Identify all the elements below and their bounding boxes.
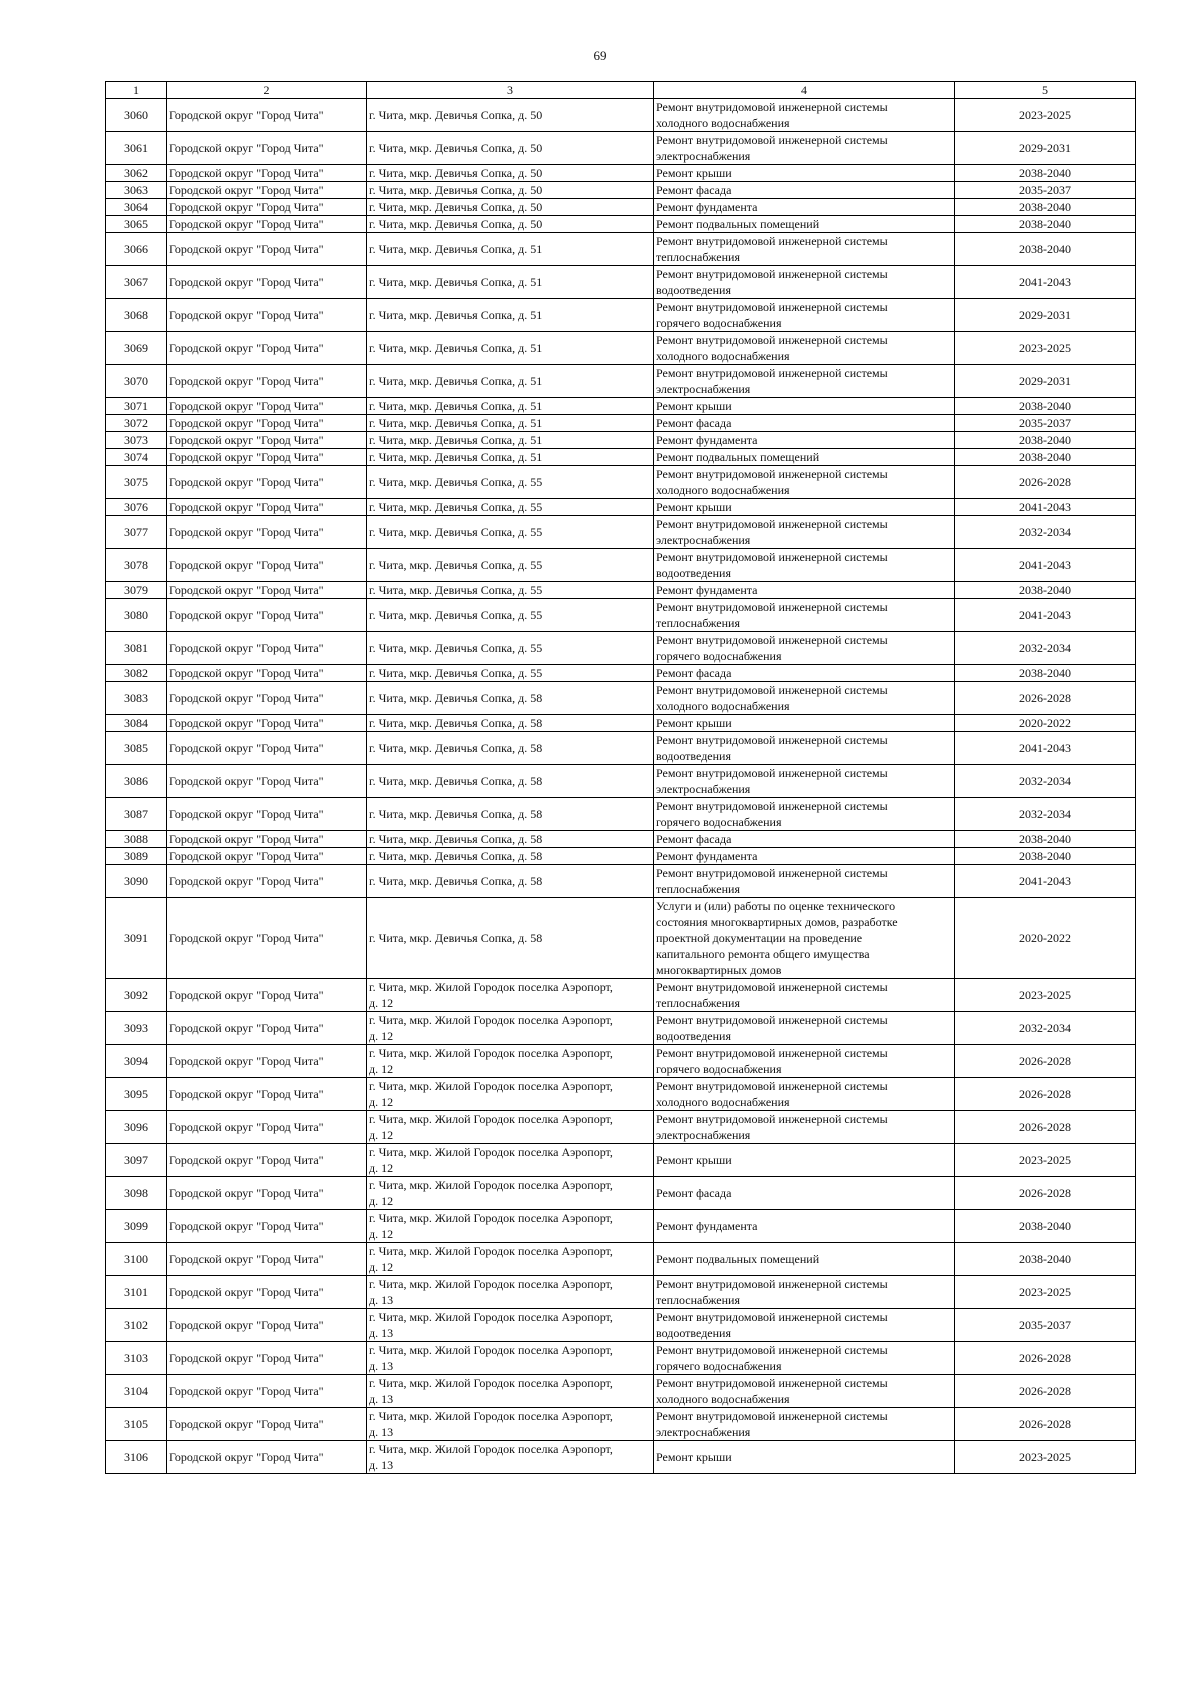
row-number-cell: 3102 — [106, 1309, 167, 1342]
row-number-cell: 3067 — [106, 266, 167, 299]
row-number-cell: 3069 — [106, 332, 167, 365]
table-row — [106, 1408, 1136, 1441]
work-type-cell: Ремонт внутридомовой инженерной системы электроснабжения — [654, 1111, 955, 1144]
work-type-cell: Ремонт внутридомовой инженерной системы холодного водоснабжения — [654, 1375, 955, 1408]
table-header — [106, 82, 1136, 99]
address-cell: г. Чита, мкр. Жилой Городок поселка Аэропорт, д. 12 — [367, 1012, 654, 1045]
municipality-cell: Городской округ "Город Чита" — [167, 1375, 367, 1408]
work-type-cell: Ремонт внутридомовой инженерной системы электроснабжения — [654, 132, 955, 165]
municipality-cell: Городской округ "Город Чита" — [167, 1210, 367, 1243]
period-cell: 2041-2043 — [955, 732, 1136, 765]
table-row — [106, 466, 1136, 499]
table-row — [106, 765, 1136, 798]
table-row — [106, 199, 1136, 216]
period-cell: 2038-2040 — [955, 449, 1136, 466]
work-type-cell: Ремонт крыши — [654, 1144, 955, 1177]
table-row — [106, 182, 1136, 199]
address-cell: г. Чита, мкр. Девичья Сопка, д. 50 — [367, 132, 654, 165]
row-number-cell: 3100 — [106, 1243, 167, 1276]
capital-repair-table — [105, 81, 1136, 1474]
table-row — [106, 233, 1136, 266]
period-cell: 2026-2028 — [955, 1078, 1136, 1111]
municipality-cell: Городской округ "Город Чита" — [167, 979, 367, 1012]
table-row — [106, 979, 1136, 1012]
period-cell: 2026-2028 — [955, 1111, 1136, 1144]
table-row — [106, 216, 1136, 233]
work-type-cell: Ремонт внутридомовой инженерной системы горячего водоснабжения — [654, 1342, 955, 1375]
municipality-cell: Городской округ "Город Чита" — [167, 865, 367, 898]
table-row — [106, 365, 1136, 398]
table-row — [106, 1210, 1136, 1243]
period-cell: 2032-2034 — [955, 516, 1136, 549]
period-cell: 2023-2025 — [955, 1276, 1136, 1309]
table-row — [106, 1243, 1136, 1276]
table-row — [106, 1012, 1136, 1045]
row-number-cell: 3060 — [106, 99, 167, 132]
row-number-cell: 3101 — [106, 1276, 167, 1309]
table-row — [106, 1276, 1136, 1309]
address-cell: г. Чита, мкр. Жилой Городок поселка Аэропорт, д. 13 — [367, 1309, 654, 1342]
table-row — [106, 865, 1136, 898]
table-row — [106, 1441, 1136, 1474]
work-type-cell: Ремонт фасада — [654, 415, 955, 432]
address-cell: г. Чита, мкр. Девичья Сопка, д. 51 — [367, 449, 654, 466]
municipality-cell: Городской округ "Город Чита" — [167, 1078, 367, 1111]
period-cell: 2041-2043 — [955, 266, 1136, 299]
period-cell: 2026-2028 — [955, 466, 1136, 499]
table-row — [106, 1309, 1136, 1342]
table-row — [106, 549, 1136, 582]
period-cell: 2020-2022 — [955, 898, 1136, 979]
address-cell: г. Чита, мкр. Девичья Сопка, д. 51 — [367, 299, 654, 332]
work-type-cell: Ремонт фундамента — [654, 848, 955, 865]
table-row — [106, 299, 1136, 332]
table-row — [106, 266, 1136, 299]
row-number-cell: 3071 — [106, 398, 167, 415]
work-type-cell: Ремонт внутридомовой инженерной системы водоотведения — [654, 549, 955, 582]
municipality-cell: Городской округ "Город Чита" — [167, 715, 367, 732]
municipality-cell: Городской округ "Город Чита" — [167, 1408, 367, 1441]
row-number-cell: 3087 — [106, 798, 167, 831]
period-cell: 2026-2028 — [955, 1177, 1136, 1210]
work-type-cell: Ремонт фундамента — [654, 1210, 955, 1243]
work-type-cell: Услуги и (или) работы по оценке технического состояния многоквартирных домов, разработке проектной документации на проведение капитального ремонта общего имущества многоквартирных домов — [654, 898, 955, 979]
address-cell: г. Чита, мкр. Девичья Сопка, д. 51 — [367, 266, 654, 299]
address-cell: г. Чита, мкр. Девичья Сопка, д. 58 — [367, 898, 654, 979]
work-type-cell: Ремонт внутридомовой инженерной системы горячего водоснабжения — [654, 1045, 955, 1078]
period-cell: 2035-2037 — [955, 415, 1136, 432]
table-row — [106, 1177, 1136, 1210]
municipality-cell: Городской округ "Город Чита" — [167, 665, 367, 682]
municipality-cell: Городской округ "Город Чита" — [167, 266, 367, 299]
table-row — [106, 516, 1136, 549]
period-cell: 2038-2040 — [955, 1243, 1136, 1276]
period-cell: 2032-2034 — [955, 1012, 1136, 1045]
address-cell: г. Чита, мкр. Девичья Сопка, д. 58 — [367, 865, 654, 898]
row-number-cell: 3088 — [106, 831, 167, 848]
period-cell: 2041-2043 — [955, 599, 1136, 632]
address-cell: г. Чита, мкр. Девичья Сопка, д. 50 — [367, 199, 654, 216]
table-body — [106, 99, 1136, 1474]
period-cell: 2020-2022 — [955, 715, 1136, 732]
work-type-cell: Ремонт внутридомовой инженерной системы холодного водоснабжения — [654, 682, 955, 715]
table-row — [106, 432, 1136, 449]
table-row — [106, 99, 1136, 132]
municipality-cell: Городской округ "Город Чита" — [167, 1441, 367, 1474]
municipality-cell: Городской округ "Город Чита" — [167, 831, 367, 848]
work-type-cell: Ремонт внутридомовой инженерной системы горячего водоснабжения — [654, 299, 955, 332]
work-type-cell: Ремонт внутридомовой инженерной системы водоотведения — [654, 266, 955, 299]
period-cell: 2035-2037 — [955, 182, 1136, 199]
table-row — [106, 415, 1136, 432]
period-cell: 2032-2034 — [955, 798, 1136, 831]
period-cell: 2038-2040 — [955, 1210, 1136, 1243]
municipality-cell: Городской округ "Город Чита" — [167, 233, 367, 266]
address-cell: г. Чита, мкр. Девичья Сопка, д. 58 — [367, 831, 654, 848]
row-number-cell: 3078 — [106, 549, 167, 582]
row-number-cell: 3079 — [106, 582, 167, 599]
table-row — [106, 1045, 1136, 1078]
row-number-cell: 3064 — [106, 199, 167, 216]
address-cell: г. Чита, мкр. Девичья Сопка, д. 58 — [367, 732, 654, 765]
address-cell: г. Чита, мкр. Жилой Городок поселка Аэропорт, д. 13 — [367, 1441, 654, 1474]
address-cell: г. Чита, мкр. Девичья Сопка, д. 51 — [367, 398, 654, 415]
row-number-cell: 3097 — [106, 1144, 167, 1177]
work-type-cell: Ремонт внутридомовой инженерной системы электроснабжения — [654, 765, 955, 798]
row-number-cell: 3077 — [106, 516, 167, 549]
address-cell: г. Чита, мкр. Жилой Городок поселка Аэропорт, д. 13 — [367, 1276, 654, 1309]
period-cell: 2038-2040 — [955, 432, 1136, 449]
page-number: 69 — [593, 48, 607, 63]
address-cell: г. Чита, мкр. Девичья Сопка, д. 58 — [367, 682, 654, 715]
municipality-cell: Городской округ "Город Чита" — [167, 516, 367, 549]
work-type-cell: Ремонт внутридомовой инженерной системы теплоснабжения — [654, 599, 955, 632]
period-cell: 2038-2040 — [955, 848, 1136, 865]
address-cell: г. Чита, мкр. Девичья Сопка, д. 55 — [367, 466, 654, 499]
table-row — [106, 332, 1136, 365]
table-row — [106, 449, 1136, 466]
period-cell: 2023-2025 — [955, 1441, 1136, 1474]
municipality-cell: Городской округ "Город Чита" — [167, 365, 367, 398]
municipality-cell: Городской округ "Город Чита" — [167, 765, 367, 798]
row-number-cell: 3082 — [106, 665, 167, 682]
municipality-cell: Городской округ "Город Чита" — [167, 1309, 367, 1342]
period-cell: 2041-2043 — [955, 865, 1136, 898]
address-cell: г. Чита, мкр. Девичья Сопка, д. 50 — [367, 182, 654, 199]
period-cell: 2038-2040 — [955, 582, 1136, 599]
row-number-cell: 3073 — [106, 432, 167, 449]
row-number-cell: 3081 — [106, 632, 167, 665]
address-cell: г. Чита, мкр. Девичья Сопка, д. 55 — [367, 665, 654, 682]
table-row — [106, 715, 1136, 732]
period-cell: 2041-2043 — [955, 499, 1136, 516]
work-type-cell: Ремонт крыши — [654, 1441, 955, 1474]
work-type-cell: Ремонт фасада — [654, 665, 955, 682]
period-cell: 2029-2031 — [955, 132, 1136, 165]
address-cell: г. Чита, мкр. Девичья Сопка, д. 55 — [367, 516, 654, 549]
address-cell: г. Чита, мкр. Девичья Сопка, д. 58 — [367, 715, 654, 732]
municipality-cell: Городской округ "Город Чита" — [167, 1144, 367, 1177]
period-cell: 2038-2040 — [955, 199, 1136, 216]
table-row — [106, 682, 1136, 715]
period-cell: 2032-2034 — [955, 632, 1136, 665]
work-type-cell: Ремонт крыши — [654, 715, 955, 732]
row-number-cell: 3098 — [106, 1177, 167, 1210]
row-number-cell: 3080 — [106, 599, 167, 632]
row-number-cell: 3103 — [106, 1342, 167, 1375]
municipality-cell: Городской округ "Город Чита" — [167, 1276, 367, 1309]
table-row — [106, 582, 1136, 599]
address-cell: г. Чита, мкр. Девичья Сопка, д. 58 — [367, 848, 654, 865]
address-cell: г. Чита, мкр. Девичья Сопка, д. 50 — [367, 165, 654, 182]
municipality-cell: Городской округ "Город Чита" — [167, 599, 367, 632]
column-header-2: 2 — [167, 82, 367, 99]
address-cell: г. Чита, мкр. Жилой Городок поселка Аэропорт, д. 12 — [367, 1111, 654, 1144]
row-number-cell: 3092 — [106, 979, 167, 1012]
table-row — [106, 132, 1136, 165]
row-number-cell: 3105 — [106, 1408, 167, 1441]
address-cell: г. Чита, мкр. Жилой Городок поселка Аэропорт, д. 12 — [367, 1078, 654, 1111]
municipality-cell: Городской округ "Город Чита" — [167, 449, 367, 466]
municipality-cell: Городской округ "Город Чита" — [167, 432, 367, 449]
work-type-cell: Ремонт внутридомовой инженерной системы электроснабжения — [654, 516, 955, 549]
table-row — [106, 1078, 1136, 1111]
table-row — [106, 599, 1136, 632]
table-row — [106, 1144, 1136, 1177]
table-row — [106, 499, 1136, 516]
work-type-cell: Ремонт внутридомовой инженерной системы теплоснабжения — [654, 1276, 955, 1309]
work-type-cell: Ремонт внутридомовой инженерной системы электроснабжения — [654, 365, 955, 398]
period-cell: 2038-2040 — [955, 233, 1136, 266]
work-type-cell: Ремонт внутридомовой инженерной системы электроснабжения — [654, 1408, 955, 1441]
municipality-cell: Городской округ "Город Чита" — [167, 682, 367, 715]
row-number-cell: 3076 — [106, 499, 167, 516]
row-number-cell: 3089 — [106, 848, 167, 865]
period-cell: 2041-2043 — [955, 549, 1136, 582]
municipality-cell: Городской округ "Город Чита" — [167, 1111, 367, 1144]
municipality-cell: Городской округ "Город Чита" — [167, 1342, 367, 1375]
period-cell: 2038-2040 — [955, 398, 1136, 415]
period-cell: 2026-2028 — [955, 1342, 1136, 1375]
row-number-cell: 3070 — [106, 365, 167, 398]
address-cell: г. Чита, мкр. Девичья Сопка, д. 51 — [367, 365, 654, 398]
table-row — [106, 798, 1136, 831]
address-cell: г. Чита, мкр. Жилой Городок поселка Аэропорт, д. 12 — [367, 1210, 654, 1243]
work-type-cell: Ремонт внутридомовой инженерной системы теплоснабжения — [654, 233, 955, 266]
municipality-cell: Городской округ "Город Чита" — [167, 332, 367, 365]
work-type-cell: Ремонт внутридомовой инженерной системы холодного водоснабжения — [654, 466, 955, 499]
municipality-cell: Городской округ "Город Чита" — [167, 848, 367, 865]
address-cell: г. Чита, мкр. Девичья Сопка, д. 51 — [367, 432, 654, 449]
municipality-cell: Городской округ "Город Чита" — [167, 632, 367, 665]
municipality-cell: Городской округ "Город Чита" — [167, 466, 367, 499]
work-type-cell: Ремонт внутридомовой инженерной системы теплоснабжения — [654, 865, 955, 898]
table-row — [106, 732, 1136, 765]
municipality-cell: Городской округ "Город Чита" — [167, 549, 367, 582]
work-type-cell: Ремонт фундамента — [654, 199, 955, 216]
address-cell: г. Чита, мкр. Жилой Городок поселка Аэропорт, д. 12 — [367, 1243, 654, 1276]
period-cell: 2038-2040 — [955, 831, 1136, 848]
row-number-cell: 3063 — [106, 182, 167, 199]
work-type-cell: Ремонт крыши — [654, 499, 955, 516]
address-cell: г. Чита, мкр. Девичья Сопка, д. 55 — [367, 632, 654, 665]
work-type-cell: Ремонт фасада — [654, 182, 955, 199]
table-row — [106, 165, 1136, 182]
period-cell: 2026-2028 — [955, 1045, 1136, 1078]
period-cell: 2023-2025 — [955, 99, 1136, 132]
municipality-cell: Городской округ "Город Чита" — [167, 798, 367, 831]
work-type-cell: Ремонт внутридомовой инженерной системы холодного водоснабжения — [654, 1078, 955, 1111]
work-type-cell: Ремонт внутридомовой инженерной системы водоотведения — [654, 1309, 955, 1342]
row-number-cell: 3090 — [106, 865, 167, 898]
work-type-cell: Ремонт фундамента — [654, 582, 955, 599]
row-number-cell: 3096 — [106, 1111, 167, 1144]
address-cell: г. Чита, мкр. Жилой Городок поселка Аэропорт, д. 12 — [367, 1144, 654, 1177]
address-cell: г. Чита, мкр. Девичья Сопка, д. 50 — [367, 99, 654, 132]
row-number-cell: 3093 — [106, 1012, 167, 1045]
table-row — [106, 831, 1136, 848]
row-number-cell: 3074 — [106, 449, 167, 466]
address-cell: г. Чита, мкр. Девичья Сопка, д. 51 — [367, 415, 654, 432]
address-cell: г. Чита, мкр. Девичья Сопка, д. 51 — [367, 233, 654, 266]
header-row — [106, 82, 1136, 99]
table-row — [106, 398, 1136, 415]
work-type-cell: Ремонт внутридомовой инженерной системы горячего водоснабжения — [654, 632, 955, 665]
period-cell: 2029-2031 — [955, 299, 1136, 332]
row-number-cell: 3083 — [106, 682, 167, 715]
municipality-cell: Городской округ "Город Чита" — [167, 182, 367, 199]
municipality-cell: Городской округ "Город Чита" — [167, 1243, 367, 1276]
address-cell: г. Чита, мкр. Девичья Сопка, д. 55 — [367, 582, 654, 599]
work-type-cell: Ремонт крыши — [654, 398, 955, 415]
work-type-cell: Ремонт фасада — [654, 1177, 955, 1210]
work-type-cell: Ремонт внутридомовой инженерной системы водоотведения — [654, 1012, 955, 1045]
period-cell: 2023-2025 — [955, 332, 1136, 365]
municipality-cell: Городской округ "Город Чита" — [167, 415, 367, 432]
municipality-cell: Городской округ "Город Чита" — [167, 132, 367, 165]
row-number-cell: 3066 — [106, 233, 167, 266]
work-type-cell: Ремонт фундамента — [654, 432, 955, 449]
municipality-cell: Городской округ "Город Чита" — [167, 582, 367, 599]
work-type-cell: Ремонт внутридомовой инженерной системы водоотведения — [654, 732, 955, 765]
municipality-cell: Городской округ "Город Чита" — [167, 898, 367, 979]
period-cell: 2038-2040 — [955, 665, 1136, 682]
municipality-cell: Городской округ "Город Чита" — [167, 1012, 367, 1045]
municipality-cell: Городской округ "Город Чита" — [167, 199, 367, 216]
period-cell: 2038-2040 — [955, 165, 1136, 182]
address-cell: г. Чита, мкр. Девичья Сопка, д. 50 — [367, 216, 654, 233]
table-row — [106, 898, 1136, 979]
column-header-4: 4 — [654, 82, 955, 99]
period-cell: 2023-2025 — [955, 1144, 1136, 1177]
period-cell: 2026-2028 — [955, 1408, 1136, 1441]
period-cell: 2023-2025 — [955, 979, 1136, 1012]
municipality-cell: Городской округ "Город Чита" — [167, 499, 367, 516]
table-row — [106, 1375, 1136, 1408]
column-header-3: 3 — [367, 82, 654, 99]
row-number-cell: 3095 — [106, 1078, 167, 1111]
work-type-cell: Ремонт внутридомовой инженерной системы холодного водоснабжения — [654, 99, 955, 132]
period-cell: 2038-2040 — [955, 216, 1136, 233]
address-cell: г. Чита, мкр. Девичья Сопка, д. 55 — [367, 549, 654, 582]
work-type-cell: Ремонт фасада — [654, 831, 955, 848]
municipality-cell: Городской округ "Город Чита" — [167, 99, 367, 132]
address-cell: г. Чита, мкр. Жилой Городок поселка Аэропорт, д. 13 — [367, 1342, 654, 1375]
address-cell: г. Чита, мкр. Жилой Городок поселка Аэропорт, д. 12 — [367, 979, 654, 1012]
row-number-cell: 3062 — [106, 165, 167, 182]
period-cell: 2026-2028 — [955, 682, 1136, 715]
table-row — [106, 1111, 1136, 1144]
row-number-cell: 3094 — [106, 1045, 167, 1078]
address-cell: г. Чита, мкр. Девичья Сопка, д. 55 — [367, 499, 654, 516]
work-type-cell: Ремонт внутридомовой инженерной системы горячего водоснабжения — [654, 798, 955, 831]
period-cell: 2035-2037 — [955, 1309, 1136, 1342]
row-number-cell: 3084 — [106, 715, 167, 732]
period-cell: 2029-2031 — [955, 365, 1136, 398]
row-number-cell: 3099 — [106, 1210, 167, 1243]
municipality-cell: Городской округ "Город Чита" — [167, 1177, 367, 1210]
municipality-cell: Городской округ "Город Чита" — [167, 1045, 367, 1078]
row-number-cell: 3106 — [106, 1441, 167, 1474]
row-number-cell: 3072 — [106, 415, 167, 432]
municipality-cell: Городской округ "Город Чита" — [167, 165, 367, 182]
municipality-cell: Городской округ "Город Чита" — [167, 732, 367, 765]
table-row — [106, 848, 1136, 865]
period-cell: 2026-2028 — [955, 1375, 1136, 1408]
row-number-cell: 3068 — [106, 299, 167, 332]
table-row — [106, 1342, 1136, 1375]
row-number-cell: 3075 — [106, 466, 167, 499]
address-cell: г. Чита, мкр. Девичья Сопка, д. 51 — [367, 332, 654, 365]
address-cell: г. Чита, мкр. Жилой Городок поселка Аэропорт, д. 13 — [367, 1375, 654, 1408]
address-cell: г. Чита, мкр. Девичья Сопка, д. 58 — [367, 765, 654, 798]
work-type-cell: Ремонт подвальных помещений — [654, 1243, 955, 1276]
period-cell: 2032-2034 — [955, 765, 1136, 798]
column-header-1: 1 — [106, 82, 167, 99]
municipality-cell: Городской округ "Город Чита" — [167, 299, 367, 332]
table-row — [106, 665, 1136, 682]
column-header-5: 5 — [955, 82, 1136, 99]
work-type-cell: Ремонт подвальных помещений — [654, 216, 955, 233]
address-cell: г. Чита, мкр. Жилой Городок поселка Аэропорт, д. 12 — [367, 1045, 654, 1078]
address-cell: г. Чита, мкр. Жилой Городок поселка Аэропорт, д. 12 — [367, 1177, 654, 1210]
work-type-cell: Ремонт внутридомовой инженерной системы холодного водоснабжения — [654, 332, 955, 365]
work-type-cell: Ремонт подвальных помещений — [654, 449, 955, 466]
row-number-cell: 3104 — [106, 1375, 167, 1408]
row-number-cell: 3091 — [106, 898, 167, 979]
table-row — [106, 632, 1136, 665]
row-number-cell: 3065 — [106, 216, 167, 233]
address-cell: г. Чита, мкр. Жилой Городок поселка Аэропорт, д. 13 — [367, 1408, 654, 1441]
address-cell: г. Чита, мкр. Девичья Сопка, д. 55 — [367, 599, 654, 632]
row-number-cell: 3061 — [106, 132, 167, 165]
work-type-cell: Ремонт внутридомовой инженерной системы теплоснабжения — [654, 979, 955, 1012]
row-number-cell: 3086 — [106, 765, 167, 798]
work-type-cell: Ремонт крыши — [654, 165, 955, 182]
row-number-cell: 3085 — [106, 732, 167, 765]
address-cell: г. Чита, мкр. Девичья Сопка, д. 58 — [367, 798, 654, 831]
municipality-cell: Городской округ "Город Чита" — [167, 398, 367, 415]
municipality-cell: Городской округ "Город Чита" — [167, 216, 367, 233]
